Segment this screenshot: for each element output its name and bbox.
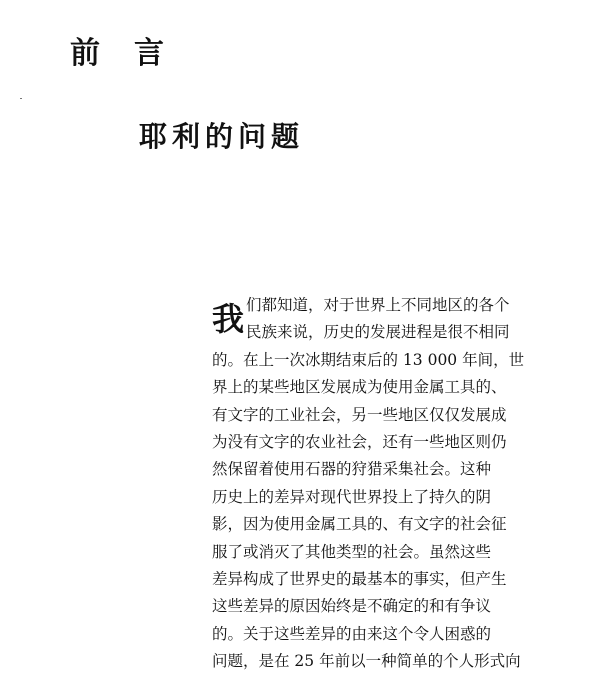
text-line: 历史上的差异对现代世界投上了持久的阴 [212,487,492,506]
text-line: 的。在上一次冰期结束后的 13 000 年间，世 [212,350,525,369]
opening-block [212,292,517,347]
text-line: 差异构成了世界史的最基本的事实，但产生 [212,569,507,588]
text-line: 界上的某些地区发展成为使用金属工具的、 [212,378,507,397]
text-line: 影，因为使用金属工具的、有文字的社会征 [212,515,507,534]
section-label: 前言 [70,36,198,71]
text-line: 这些差异的原因始终是不确定的和有争议 [212,597,492,616]
text-line: 问题，是在 25 年前以一种简单的个人形式向 [212,652,521,671]
text-line: 的。关于这些差异的由来这个令人困惑的 [212,624,492,643]
chapter-title: 耶利的问题 [139,120,305,153]
text-line: 服了或消灭了其他类型的社会。虽然这些 [212,542,492,561]
text-line: 们都知道，对于世界上不同地区的各个 [246,296,510,314]
text-line: 为没有文字的农业社会，还有一些地区则仍 [212,432,507,451]
text-line: 有文字的工业社会，另一些地区仅仅发展成 [212,405,507,424]
text-line: 民族来说，历史的发展进程是很不相同 [246,323,510,342]
body-text [212,292,525,675]
text-line: 然保留着使用石器的狩猎采集社会。这种 [212,460,492,479]
drop-cap: 我 [212,300,245,338]
scan-speck [20,98,22,99]
